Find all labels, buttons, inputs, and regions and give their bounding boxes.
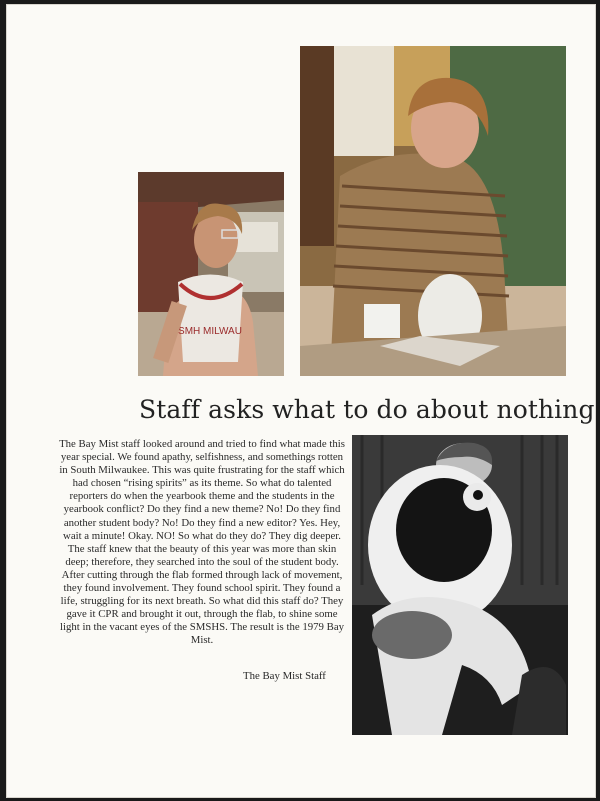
student-sculpting-photo: [300, 46, 566, 376]
staff-signature: The Bay Mist Staff: [243, 670, 326, 682]
runner-shirt-text: SMH MILWAU: [178, 326, 242, 337]
page-headline: Staff asks what to do about nothing: [139, 395, 595, 424]
yearbook-page: [6, 4, 596, 798]
article-body: The Bay Mist staff looked around and tried to find what made this year special. We found apathy, selfishness, and somethings rotten in South Milwaukee. This was quite frustrating for the staff which had chosen “rising spirits” as its theme. So what do talented reporters do when the yearbook theme and the students in the yearbook conflict? Do they find a new theme? No! Do they find another student body? No! Do they find a new editor? Yes. Hey, wait a minute! Okay. NO! So what do they do? They dig deeper. The staff knew that the beauty of this year was more than skin deep; therefore, they searched into the soul of the student body. After cutting through the flab formed through lack of movement, they found involvement. They found school spirit. They found a life, struggling for its next breath. So what did this staff do? They gave it CPR and brought it out, through the flab, to shine some light in the vacant eyes of the SMSHS. The result is the 1979 Bay Mist.: [59, 438, 345, 647]
mascot-photo: [352, 435, 568, 735]
runner-photo: [138, 172, 284, 376]
